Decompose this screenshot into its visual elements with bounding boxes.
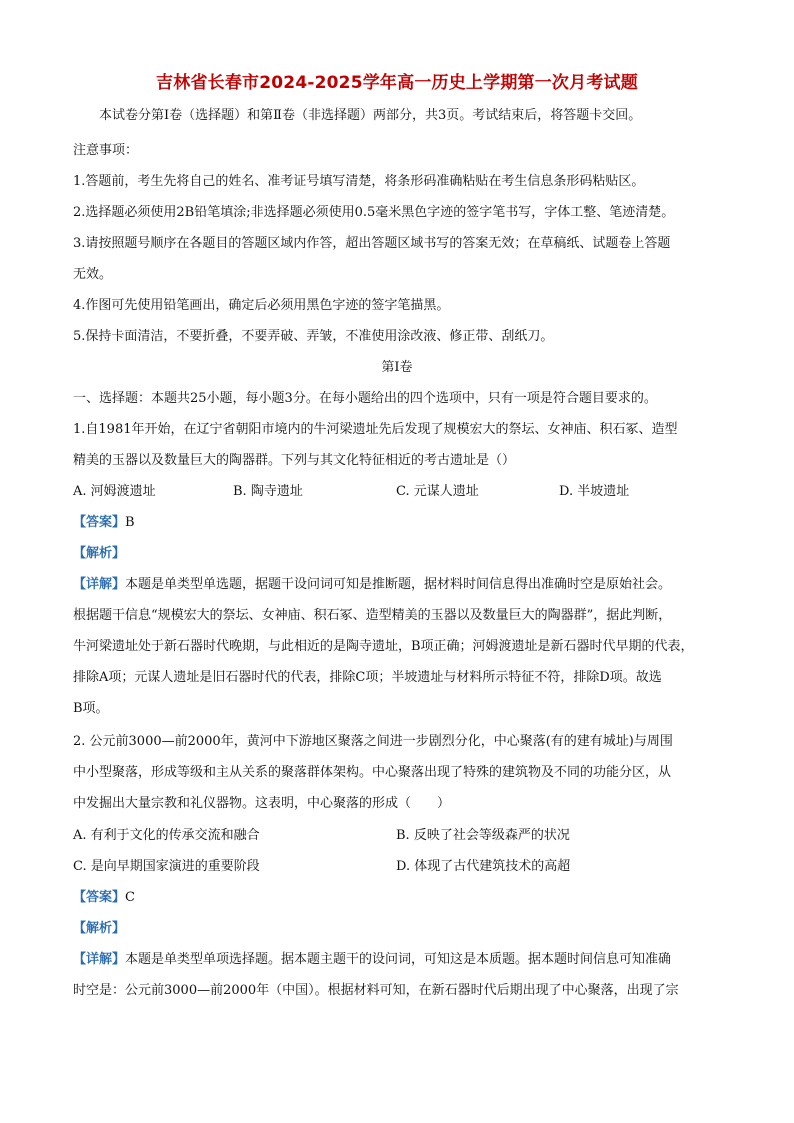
- part-instructions: 一、选择题：本题共25小题，每小题3分。在每小题给出的四个选项中，只有一项是符合题目要求的。: [73, 391, 657, 406]
- detail-line: 牛河梁遗址处于新石器时代晚期，与此相近的是陶寺遗址，B项正确；河姆渡遗址是新石器时代早期的代表，: [73, 639, 694, 654]
- option-c: C. 元谋人遗址: [396, 484, 479, 499]
- section-title: 第Ⅰ卷: [381, 360, 413, 375]
- detail-tag: 【详解】: [73, 577, 126, 592]
- answer-value: C: [125, 890, 135, 905]
- intro-text: 本试卷分第Ⅰ卷（选择题）和第Ⅱ卷（非选择题）两部分，共3页。考试结束后，将答题卡交回。: [99, 108, 642, 123]
- detail-line: 根据题干信息“规模宏大的祭坛、女神庙、积石冢、造型精美的玉器以及数量巨大的陶器群”，据此判断，: [73, 608, 672, 623]
- question-stem: 精美的玉器以及数量巨大的陶器群。下列与其文化特征相近的考古遗址是（）: [73, 453, 516, 468]
- notice-item: 3.请按照题号顺序在各题目的答题区域内作答，超出答题区域书写的答案无效；在草稿纸、试题卷上答题: [73, 236, 671, 251]
- question-stem: 中发掘出大量宗教和礼仪器物。这表明，中心聚落的形成（ ）: [73, 796, 451, 811]
- analysis-tag: 【解析】: [73, 921, 126, 936]
- answer-line: [73, 513, 733, 533]
- answer-tag: 【答案】: [73, 890, 126, 905]
- detail-line: 排除A项；元谋人遗址是旧石器时代的代表，排除C项；半坡遗址与材料所示特征不符，排除D项。故选: [73, 670, 662, 685]
- option-a: A. 有利于文化的传承交流和融合: [73, 828, 260, 843]
- option-d: D. 半坡遗址: [559, 484, 630, 499]
- detail-line: B项。: [73, 701, 109, 716]
- option-b: B. 反映了社会等级森严的状况: [396, 828, 570, 843]
- answer-tag: 【答案】: [73, 515, 126, 530]
- question-stem: 中小型聚落，形成等级和主从关系的聚落群体架构。中心聚落出现了特殊的建筑物及不同的功能分区，从: [73, 765, 672, 780]
- option-b: B. 陶寺遗址: [233, 484, 303, 499]
- option-c: C. 是向早期国家演进的重要阶段: [73, 859, 260, 874]
- analysis-tag: 【解析】: [73, 546, 126, 561]
- answer-line: [73, 888, 733, 908]
- notice-item: 无效。: [73, 267, 113, 282]
- detail-line: 时空是：公元前3000—前2000年（中国）。根据材料可知，在新石器时代后期出现了中心聚落，出现了宗: [73, 983, 679, 998]
- detail-line: 【详解】本题是单类型单选题，据题干设问词可知是推断题，据材料时间信息得出准确时空是原始社会。: [73, 577, 672, 592]
- question-stem: 2. 公元前3000—前2000年，黄河中下游地区聚落之间进一步剧烈分化，中心聚落(有的建有城址)与周围: [73, 734, 673, 749]
- notice-item: 5.保持卡面清洁，不要折叠，不要弄破、弄皱，不准使用涂改液、修正带、刮纸刀。: [73, 329, 554, 344]
- notice-item: 2.选择题必须使用2B铅笔填涂;非选择题必须使用0.5毫米黑色字迹的签字笔书写，字体工整、笔迹清楚。: [73, 205, 675, 220]
- notice-item: 1.答题前，考生先将自己的姓名、准考证号填写清楚，将条形码准确粘贴在考生信息条形码粘贴区。: [73, 174, 645, 189]
- notice-item: 4.作图可先使用铅笔画出，确定后必须用黑色字迹的签字笔描黑。: [73, 298, 450, 313]
- question-stem: 1.自1981年开始，在辽宁省朝阳市境内的牛河梁遗址先后发现了规模宏大的祭坛、女神庙、积石冢、造型: [73, 422, 678, 437]
- detail-tag: 【详解】: [73, 952, 126, 967]
- option-d: D. 体现了古代建筑技术的高超: [396, 859, 571, 874]
- option-a: A. 河姆渡遗址: [73, 484, 156, 499]
- page-title: 吉林省长春市2024-2025学年高一历史上学期第一次月考试题: [156, 73, 638, 93]
- notice-heading: 注意事项：: [73, 143, 139, 158]
- answer-value: B: [125, 515, 135, 530]
- detail-line: 【详解】本题是单类型单项选择题。据本题主题干的设问词，可知这是本质题。据本题时间信息可知准确: [73, 952, 672, 967]
